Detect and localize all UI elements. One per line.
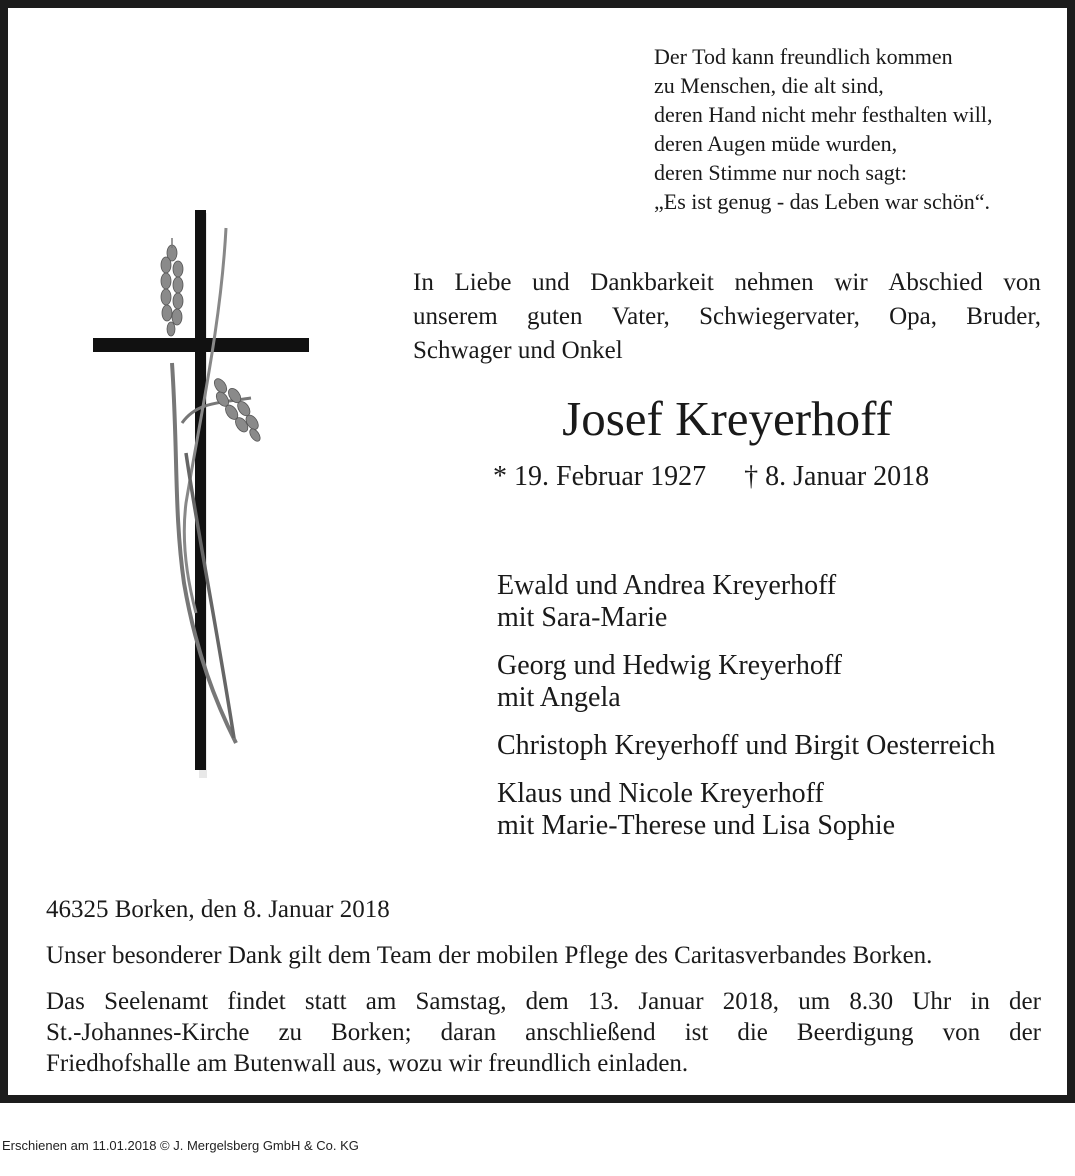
word: unserem [413,303,498,330]
family-names: Georg und Hedwig Kreyerhoff [497,650,842,681]
family-names: Ewald und Andrea Kreyerhoff [497,570,837,601]
cross-with-wheat-icon [86,203,316,778]
word: Samstag, [415,988,507,1015]
word: Abschied [888,269,983,296]
word: Schwiegervater, [699,303,860,330]
death-date: † 8. Januar 2018 [744,461,930,492]
deceased-name: Josef Kreyerhoff [562,391,892,446]
family-names: Christoph Kreyerhoff und Birgit Oesterreich [497,730,996,761]
word: Uhr [912,988,952,1015]
word: Bruder, [966,303,1041,330]
service-line [46,1017,1041,1048]
word: der [1009,988,1041,1015]
family-list [497,570,995,858]
word: dem [525,988,569,1015]
service-line [46,986,1041,1017]
word: Das [46,988,85,1015]
place-date: 46325 Borken, den 8. Januar 2018 [46,896,390,923]
family-entry [497,570,995,634]
intro-text [413,266,1041,368]
service-info [46,986,1041,1079]
poem-line: Der Tod kann freundlich kommen [654,44,953,69]
word: ist [684,1019,709,1046]
poem-line: zu Menschen, die alt sind, [654,73,884,98]
publication-footer: Erschienen am 11.01.2018 © J. Mergelsberg GmbH & Co. KG [2,1138,359,1153]
word: daran [440,1019,497,1046]
word: zu [278,1019,303,1046]
intro-line: Schwager und Onkel [413,337,623,364]
word: Dankbarkeit [590,269,714,296]
intro-line [413,266,1041,300]
word: anschließend [525,1019,656,1046]
family-names: mit Angela [497,682,621,713]
poem-line: „Es ist genug - das Leben war schön“. [654,189,991,214]
poem-line: deren Augen müde wurden, [654,131,898,156]
poem-line: deren Hand nicht mehr festhalten will, [654,102,993,127]
family-names: mit Sara-Marie [497,602,668,633]
word: Seelenamt [104,988,209,1015]
word: Vater, [611,303,670,330]
word: Borken; [331,1019,412,1046]
life-dates [493,460,929,494]
family-entry [497,778,995,842]
family-names: mit Marie-Therese und Lisa Sophie [497,810,896,841]
family-entry [497,730,995,762]
family-names: Klaus und Nicole Kreyerhoff [497,778,824,809]
service-line: Friedhofshalle am Butenwall aus, wozu wir freundlich einladen. [46,1050,689,1077]
word: wir [834,269,868,296]
word: von [942,1019,981,1046]
word: Liebe [454,269,512,296]
word: um [798,988,831,1015]
poem-line: deren Stimme nur noch sagt: [654,160,907,185]
birth-date: * 19. Februar 1927 [493,461,707,492]
word: St.-Johannes-Kirche [46,1019,250,1046]
word: 8.30 [849,988,894,1015]
word: statt [304,988,347,1015]
word: findet [227,988,286,1015]
word: nehmen [734,269,814,296]
word: In [413,269,434,296]
word: guten [526,303,583,330]
word: von [1003,269,1041,296]
intro-line [413,300,1041,334]
word: 2018, [722,988,780,1015]
thanks-text: Unser besonderer Dank gilt dem Team der mobilen Pflege des Caritasverbandes Borken. [46,942,933,969]
word: der [1009,1019,1041,1046]
word: und [532,269,570,296]
word: die [737,1019,768,1046]
word: Beerdigung [796,1019,914,1046]
word: Opa, [889,303,938,330]
family-entry [497,650,995,714]
word: in [970,988,990,1015]
word: am [365,988,397,1015]
word: Januar [638,988,704,1015]
poem [654,42,992,216]
word: 13. [587,988,620,1015]
